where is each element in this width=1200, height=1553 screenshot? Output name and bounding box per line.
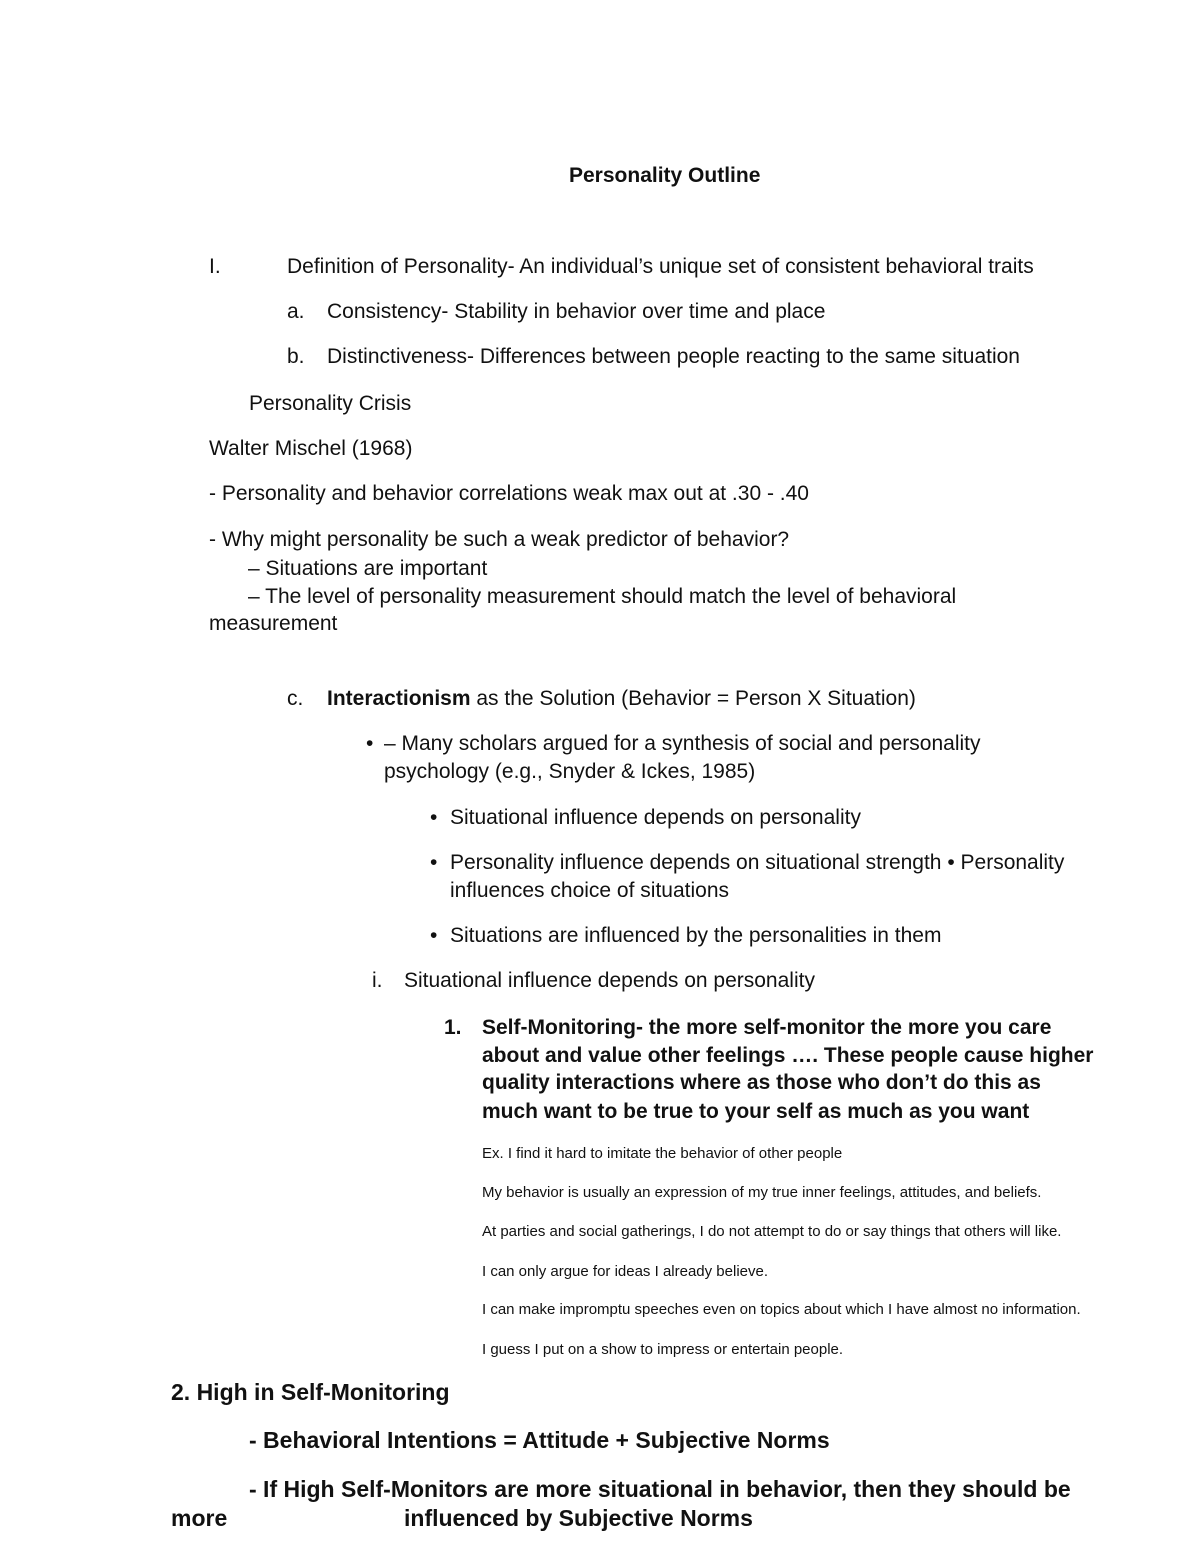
- crisis-line-4a: – The level of personality measurement should match the level of behavioral: [248, 585, 957, 608]
- section-marker: I.: [209, 255, 221, 278]
- crisis-author: Walter Mischel (1968): [209, 437, 413, 460]
- bullet-marker: •: [366, 732, 374, 755]
- self-monitoring-line-2: about and value other feelings …. These people cause higher: [482, 1044, 1094, 1067]
- example-item: My behavior is usually an expression of my true inner feelings, attitudes, and beliefs.: [482, 1184, 1042, 1201]
- high-self-monitoring-heading: 2. High in Self-Monitoring: [171, 1379, 450, 1405]
- self-monitoring-line-3: quality interactions where as those who don’t do this as: [482, 1071, 1041, 1094]
- self-monitoring-line-4: much want to be true to your self as much as you want: [482, 1100, 1030, 1123]
- roman-i-text: Situational influence depends on personality: [404, 969, 815, 992]
- sub-bullet-1: Situational influence depends on personality: [450, 806, 861, 829]
- sub-bullet-2b: influences choice of situations: [450, 879, 729, 902]
- crisis-line-3: – Situations are important: [248, 557, 488, 580]
- interactionism-line: [327, 685, 916, 713]
- subjective-norms-line-2b: influenced by Subjective Norms: [404, 1505, 753, 1531]
- crisis-line-1: - Personality and behavior correlations weak max out at .30 - .40: [209, 482, 809, 505]
- self-monitoring-line-1: Self-Monitoring- the more self-monitor the more you care: [482, 1016, 1052, 1039]
- interactionism-rest: as the Solution (Behavior = Person X Situation): [470, 687, 916, 710]
- interactionism-term: Interactionism: [327, 687, 471, 710]
- bullet-marker: •: [430, 924, 438, 947]
- sub-bullet-2a: Personality influence depends on situational strength • Personality: [450, 851, 1065, 874]
- example-item: I guess I put on a show to impress or entertain people.: [482, 1341, 844, 1358]
- roman-marker-i: i.: [372, 969, 383, 992]
- distinctiveness-text: Distinctiveness- Differences between people reacting to the same situation: [327, 345, 1020, 368]
- list-marker-a: a.: [287, 300, 305, 323]
- synthesis-line-2: psychology (e.g., Snyder & Ickes, 1985): [384, 760, 756, 783]
- list-marker-b: b.: [287, 345, 305, 368]
- example-item: I can make impromptu speeches even on topics about which I have almost no information.: [482, 1301, 1081, 1318]
- numbered-marker-1: 1.: [444, 1016, 462, 1039]
- crisis-line-2: - Why might personality be such a weak predictor of behavior?: [209, 528, 790, 551]
- example-item: At parties and social gatherings, I do not attempt to do or say things that others will like.: [482, 1223, 1062, 1240]
- list-marker-c: c.: [287, 687, 304, 710]
- bullet-marker: •: [430, 806, 438, 829]
- example-item: Ex. I find it hard to imitate the behavior of other people: [482, 1145, 843, 1162]
- consistency-text: Consistency- Stability in behavior over time and place: [327, 300, 826, 323]
- subjective-norms-line-2a: more: [171, 1505, 228, 1531]
- sub-bullet-3: Situations are influenced by the personalities in them: [450, 924, 942, 947]
- crisis-line-4b: measurement: [209, 612, 338, 635]
- subjective-norms-line-1: - If High Self-Monitors are more situational in behavior, then they should be: [249, 1476, 1071, 1502]
- behavioral-intentions-line: - Behavioral Intentions = Attitude + Subjective Norms: [249, 1427, 830, 1453]
- bullet-marker: •: [430, 851, 438, 874]
- page-title: Personality Outline: [569, 164, 761, 187]
- example-item: I can only argue for ideas I already believe.: [482, 1263, 769, 1280]
- definition-text: Definition of Personality- An individual’s unique set of consistent behavioral traits: [287, 255, 1034, 278]
- crisis-heading: Personality Crisis: [249, 392, 412, 415]
- synthesis-line-1: – Many scholars argued for a synthesis of social and personality: [384, 732, 981, 755]
